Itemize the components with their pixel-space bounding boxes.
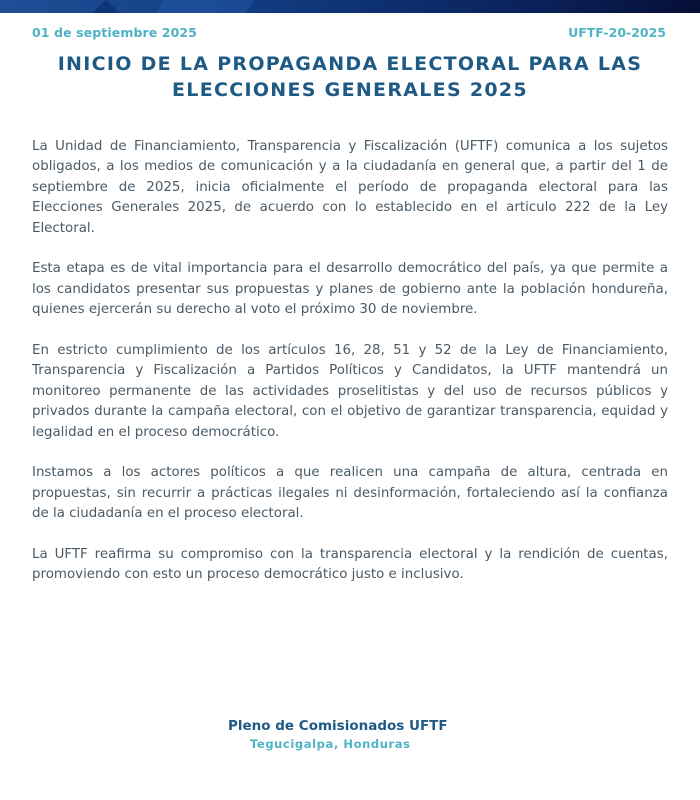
- paragraph-2: Esta etapa es de vital importancia para el desarrollo democrático del país, ya que permite a los candidatos presentar sus propuestas y planes de gobierno ante la población hondureña, quienes ejercerán su derecho al voto el próximo 30 de noviembre.: [32, 261, 668, 318]
- banner-decoration: [155, 0, 254, 13]
- document-title: [20, 51, 680, 103]
- signature-place: Tegucigalpa, Honduras: [250, 737, 411, 751]
- document-date: 01 de septiembre 2025: [32, 25, 197, 40]
- header-banner: [0, 0, 700, 13]
- title-line-1: INICIO DE LA PROPAGANDA ELECTORAL PARA LAS: [57, 53, 643, 75]
- paragraph-3: En estricto cumplimiento de los artículos 16, 28, 51 y 52 de la Ley de Financiamiento, Transparencia y Fiscalización a Partidos Políticos y Candidatos, la UFTF mantendrá un monitoreo permanente de las actividades proselitistas y del uso de recursos públicos y privados durante la campaña electoral, con el objetivo de garantizar transparencia, equidad y legalidad en el proceso democrático.: [32, 343, 668, 440]
- banner-triangle-decoration: [92, 0, 120, 13]
- document-reference: UFTF-20-2025: [568, 25, 666, 40]
- paragraph-5: La UFTF reafirma su compromiso con la transparencia electoral y la rendición de cuentas, promoviendo con esto un proceso democrático justo e inclusivo.: [32, 547, 668, 583]
- document-body: [32, 137, 668, 586]
- signature-name: Pleno de Comisionados UFTF: [228, 718, 448, 734]
- paragraph-1: La Unidad de Financiamiento, Transparencia y Fiscalización (UFTF) comunica a los sujetos obligados, a los medios de comunicación y a la ciudadanía en general que, a partir del 1 de septiembre de 2025, inicia oficialmente el período de propaganda electoral para las Elecciones Generales 2025, de acuerdo con lo establecido en el articulo 222 de la Ley Electoral.: [32, 139, 668, 236]
- title-line-2: ELECCIONES GENERALES 2025: [172, 79, 528, 101]
- paragraph-4: Instamos a los actores políticos a que realicen una campaña de altura, centrada en propuestas, sin recurrir a prácticas ilegales ni desinformación, fortaleciendo así la confianza de la ciudadanía en el proceso electoral.: [32, 465, 668, 522]
